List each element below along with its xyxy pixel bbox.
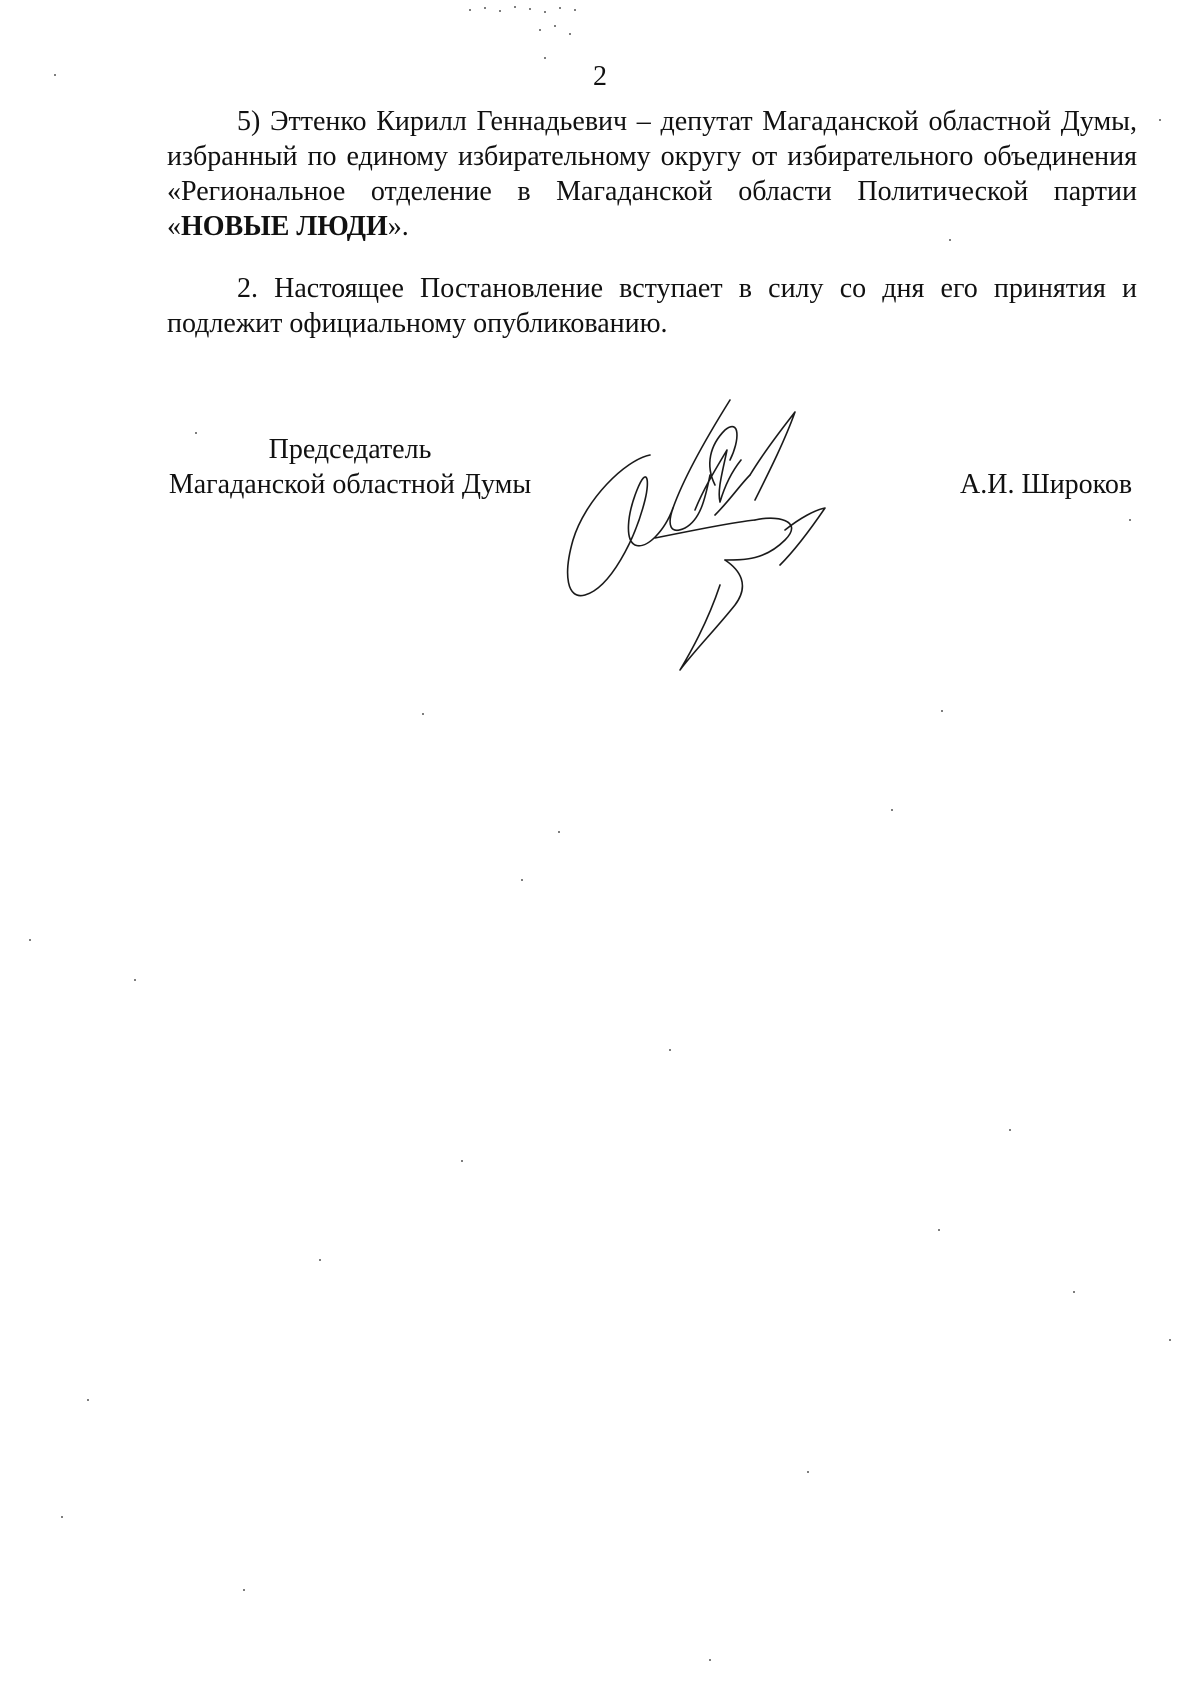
page-number: 2 (593, 61, 607, 92)
paragraph-item-2: 2. Настоящее Постановление вступает в силу со дня его принятия и подлежит официальному опубликованию. (167, 273, 1137, 339)
handwritten-signature (555, 390, 875, 680)
signatory-title-line2: Магаданской областной Думы (168, 469, 532, 500)
signatory-title (160, 432, 540, 502)
signatory-title-line1: Председатель (268, 434, 432, 465)
party-name-bold: НОВЫЕ ЛЮДИ (181, 211, 388, 242)
item5-suffix: ». (387, 211, 409, 242)
paragraph-item-5 (167, 104, 1137, 244)
signatory-name: А.И. Широков (960, 469, 1133, 500)
item5-text: 5) Эттенко Кирилл Геннадьевич – депутат Магаданской областной Думы, избранный по единому избирательному округу от избирательного объединения «Региональное отделение в Магаданской области Политической партии « (167, 106, 1137, 242)
